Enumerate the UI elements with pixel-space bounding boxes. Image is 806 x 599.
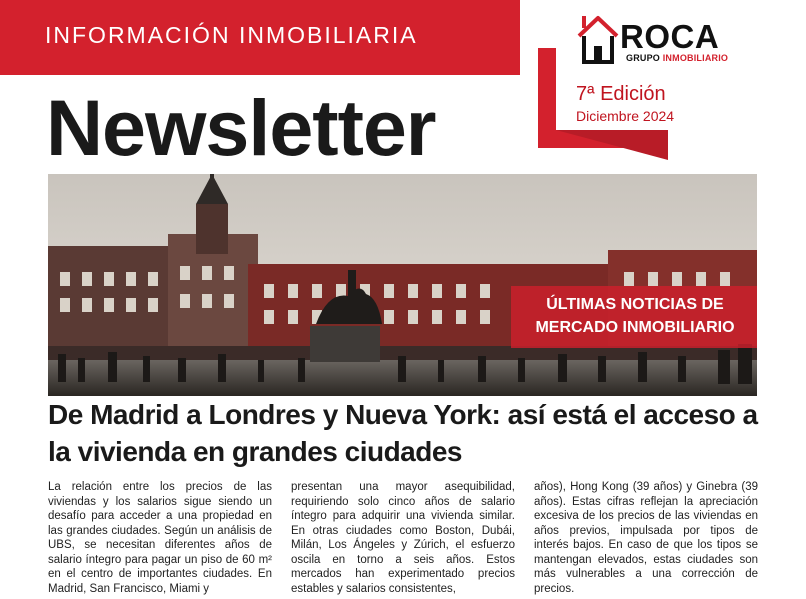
overlay-line-1: ÚLTIMAS NOTICIAS DE — [546, 296, 724, 313]
overlay-line-2: MERCADO INMOBILIARIO — [535, 319, 735, 336]
edition-label: 7ª Edición — [576, 83, 666, 105]
article-column-3: años), Hong Kong (39 años) y Ginebra (39 años). Estas cifras reflejan la apreciación excesiva de los precios de las viviendas en años previos, impulsada por tipos de interés bajos. En caso de que los tipos se mantengan elevados, estas ciudades son más vulnerables a una corrección de precios. — [534, 481, 758, 595]
madrid-plaza-mayor-photo — [48, 174, 757, 396]
article-column-1: La relación entre los precios de las viviendas y los salarios sigue siendo un desafío para acceder a una propiedad en las grandes ciudades. Según un análisis de UBS, se necesitan diferentes años de salario íntegro para pagar un piso de 60 m² en el centro de importantes ciudades. En Madrid, San Francisco, Miami y — [48, 481, 272, 595]
banner-text: INFORMACIÓN INMOBILIARIA — [45, 22, 418, 48]
logo-wordmark: ROCA — [620, 18, 720, 55]
header-banner — [0, 0, 520, 75]
logo-tagline: GRUPO INMOBILIARIO — [626, 53, 729, 63]
news-overlay-box — [511, 286, 757, 348]
hero-photo — [48, 174, 757, 396]
article-column-2: presentan una mayor asequibilidad, requiriendo solo cinco años de salario íntegro para adquirir una vivienda similar. En otras ciudades como Boston, Dubái, Milán, Los Ángeles y Zúrich, el esfuerzo oscila en torno a seis años. Estos mercados han experimentado precios estables y salarios consistentes, — [291, 481, 515, 595]
logo — [574, 12, 759, 72]
article-title: De Madrid a Londres y Nueva York: así está el acceso a la vivienda en grandes ciudades — [48, 399, 758, 467]
house-icon — [574, 12, 624, 68]
edition-date: Diciembre 2024 — [576, 108, 675, 124]
page-title: Newsletter — [46, 83, 436, 172]
